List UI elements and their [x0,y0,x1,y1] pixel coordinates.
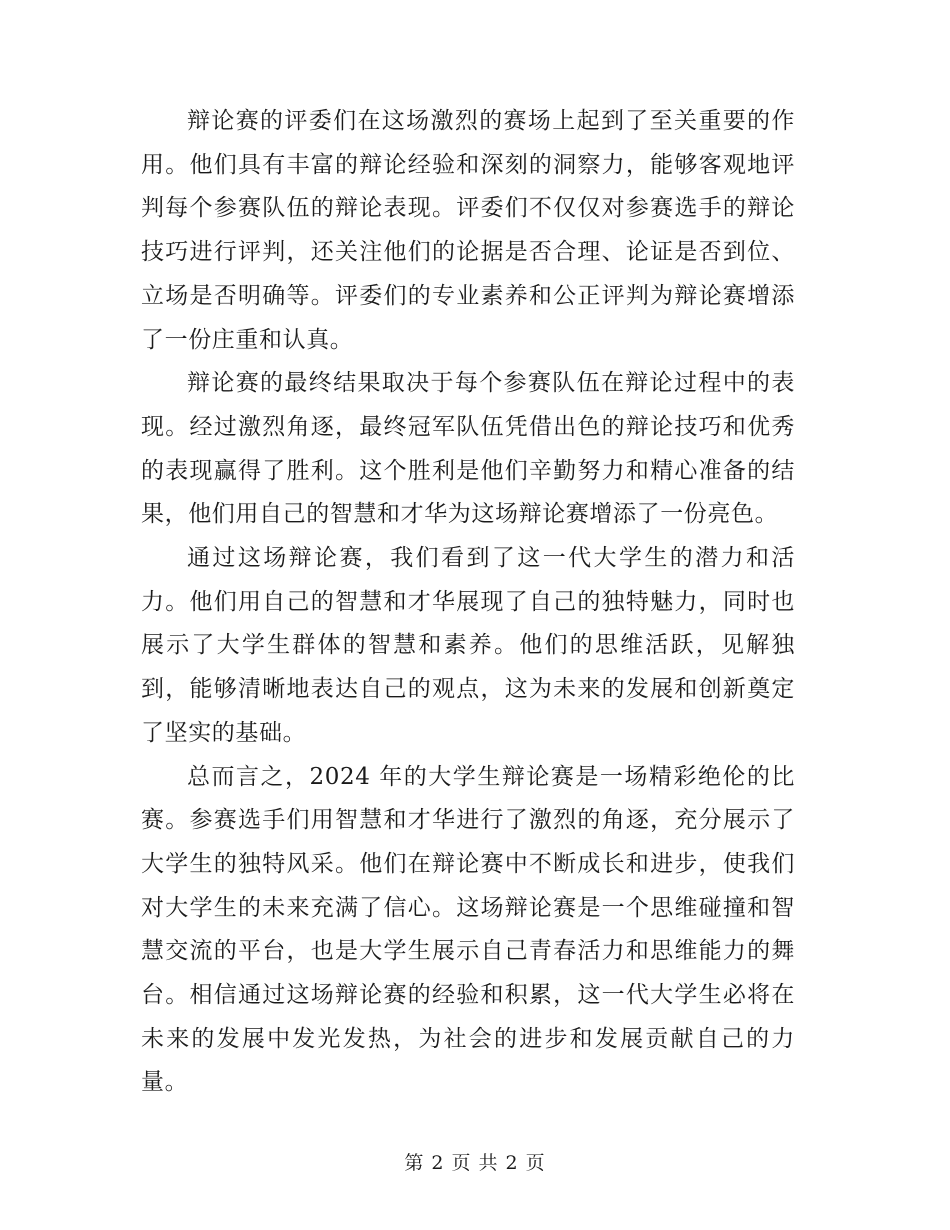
paragraph-conclusion: 总而言之，2024 年的大学生辩论赛是一场精彩绝伦的比赛。参赛选手们用智慧和才华进行了激烈的角逐，充分展示了大学生的独特风采。他们在辩论赛中不断成长和进步，使我们对大学生的未来充满了信心。这场辩论赛是一个思维碰撞和智慧交流的平台，也是大学生展示自己青春活力和思维能力的舞台。相信通过这场辩论赛的经验和积累，这一代大学生必将在未来的发展中发光发热，为社会的进步和发展贡献自己的力量。 [141,763,795,1096]
paragraph-judges: 辩论赛的评委们在这场激烈的赛场上起到了至关重要的作用。他们具有丰富的辩论经验和深刻的洞察力，能够客观地评判每个参赛队伍的辩论表现。评委们不仅仅对参赛选手的辩论技巧进行评判，还关注他们的论据是否合理、论证是否到位、立场是否明确等。评委们的专业素养和公正评判为辩论赛增添了一份庄重和认真。 [141,108,795,353]
document-body [141,100,795,1105]
page-number-footer: 第 2 页 共 2 页 [404,1152,546,1174]
paragraph-student-potential: 通过这场辩论赛，我们看到了这一代大学生的潜力和活力。他们用自己的智慧和才华展现了自己的独特魅力，同时也展示了大学生群体的智慧和素养。他们的思维活跃，见解独到，能够清晰地表达自己的观点，这为未来的发展和创新奠定了坚实的基础。 [141,545,795,746]
paragraph-final-result: 辩论赛的最终结果取决于每个参赛队伍在辩论过程中的表现。经过激烈角逐，最终冠军队伍凭借出色的辩论技巧和优秀的表现赢得了胜利。这个胜利是他们辛勤努力和精心准备的结果，他们用自己的智慧和才华为这场辩论赛增添了一份亮色。 [141,370,795,528]
